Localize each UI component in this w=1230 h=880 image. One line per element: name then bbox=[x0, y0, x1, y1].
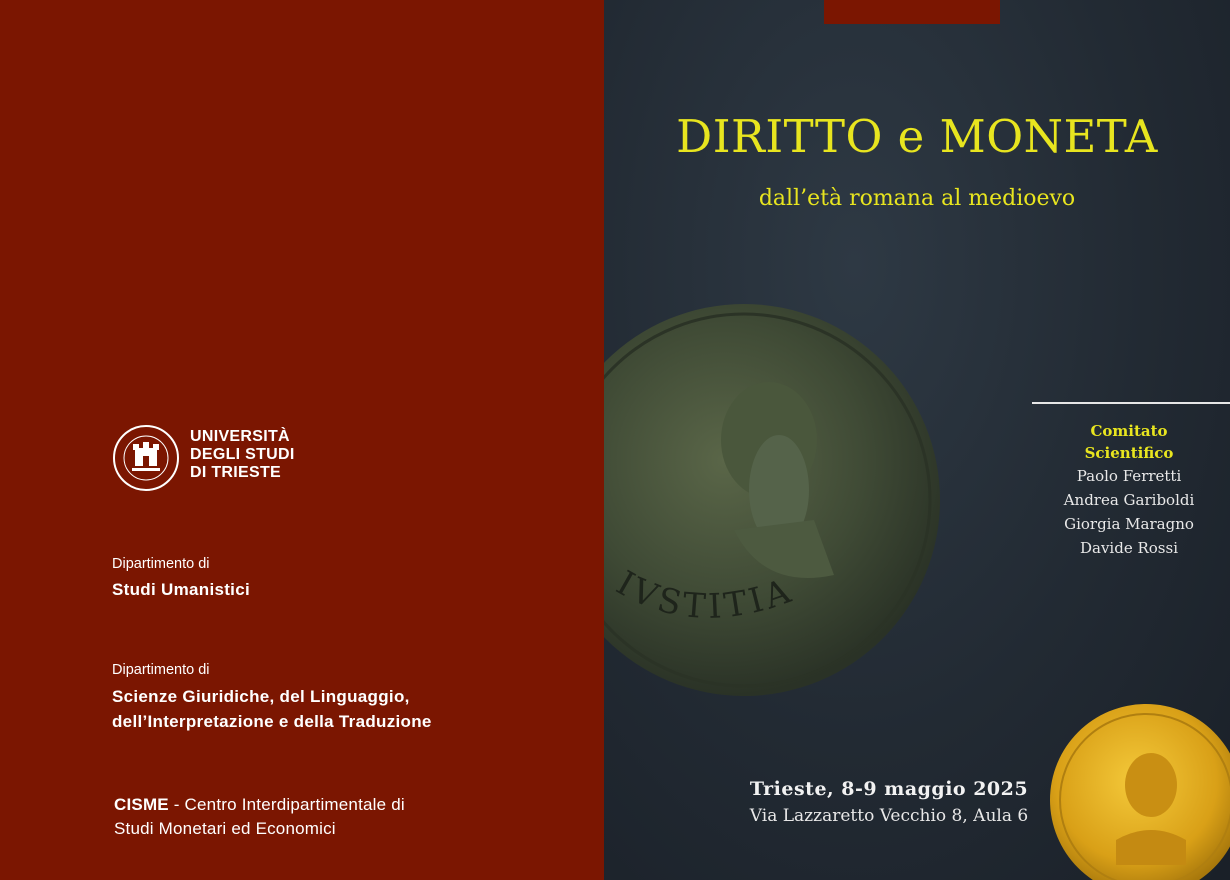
department-2-prefix: Dipartimento di bbox=[112, 662, 210, 678]
department-1-name: Studi Umanistici bbox=[112, 580, 250, 599]
scientific-committee bbox=[1029, 420, 1229, 560]
department-2-name bbox=[112, 684, 432, 734]
cisme-acronym: CISME bbox=[114, 795, 169, 814]
bronze-coin-image bbox=[604, 300, 944, 700]
university-name-line1: UNIVERSITÀ bbox=[190, 428, 290, 445]
cisme-line1: - Centro Interdipartimentale di bbox=[168, 795, 405, 814]
conference-title: DIRITTO e MONETA bbox=[676, 110, 1158, 163]
left-panel bbox=[0, 0, 604, 880]
cisme-block bbox=[114, 793, 405, 841]
committee-heading-line1: Comitato bbox=[1090, 422, 1168, 440]
right-panel bbox=[604, 0, 1230, 880]
department-2-name-line2: dell’Interpretazione e della Traduzione bbox=[112, 712, 432, 731]
event-date: Trieste, 8-9 maggio 2025 bbox=[749, 778, 1029, 800]
department-1-prefix: Dipartimento di bbox=[112, 556, 210, 572]
committee-member: Giorgia Maragno bbox=[1064, 515, 1194, 533]
university-name bbox=[190, 428, 295, 482]
university-name-line3: DI TRIESTE bbox=[190, 464, 282, 481]
committee-member: Andrea Gariboldi bbox=[1063, 491, 1195, 509]
university-seal-logo bbox=[112, 424, 180, 492]
top-accent-bar bbox=[824, 0, 1000, 24]
coin-inscription: IVSTITIA bbox=[609, 563, 800, 628]
department-2-name-line1: Scienze Giuridiche, del Linguaggio, bbox=[112, 687, 410, 706]
conference-subtitle: dall’età romana al medioevo bbox=[758, 186, 1076, 211]
committee-member: Paolo Ferretti bbox=[1076, 467, 1182, 485]
cisme-line2: Studi Monetari ed Economici bbox=[114, 819, 336, 838]
committee-heading-line2: Scientifico bbox=[1084, 444, 1174, 462]
committee-divider bbox=[1032, 402, 1230, 404]
event-place: Via Lazzaretto Vecchio 8, Aula 6 bbox=[749, 806, 1029, 826]
committee-member: Davide Rossi bbox=[1079, 539, 1178, 557]
university-name-line2: DEGLI STUDI bbox=[190, 446, 295, 463]
